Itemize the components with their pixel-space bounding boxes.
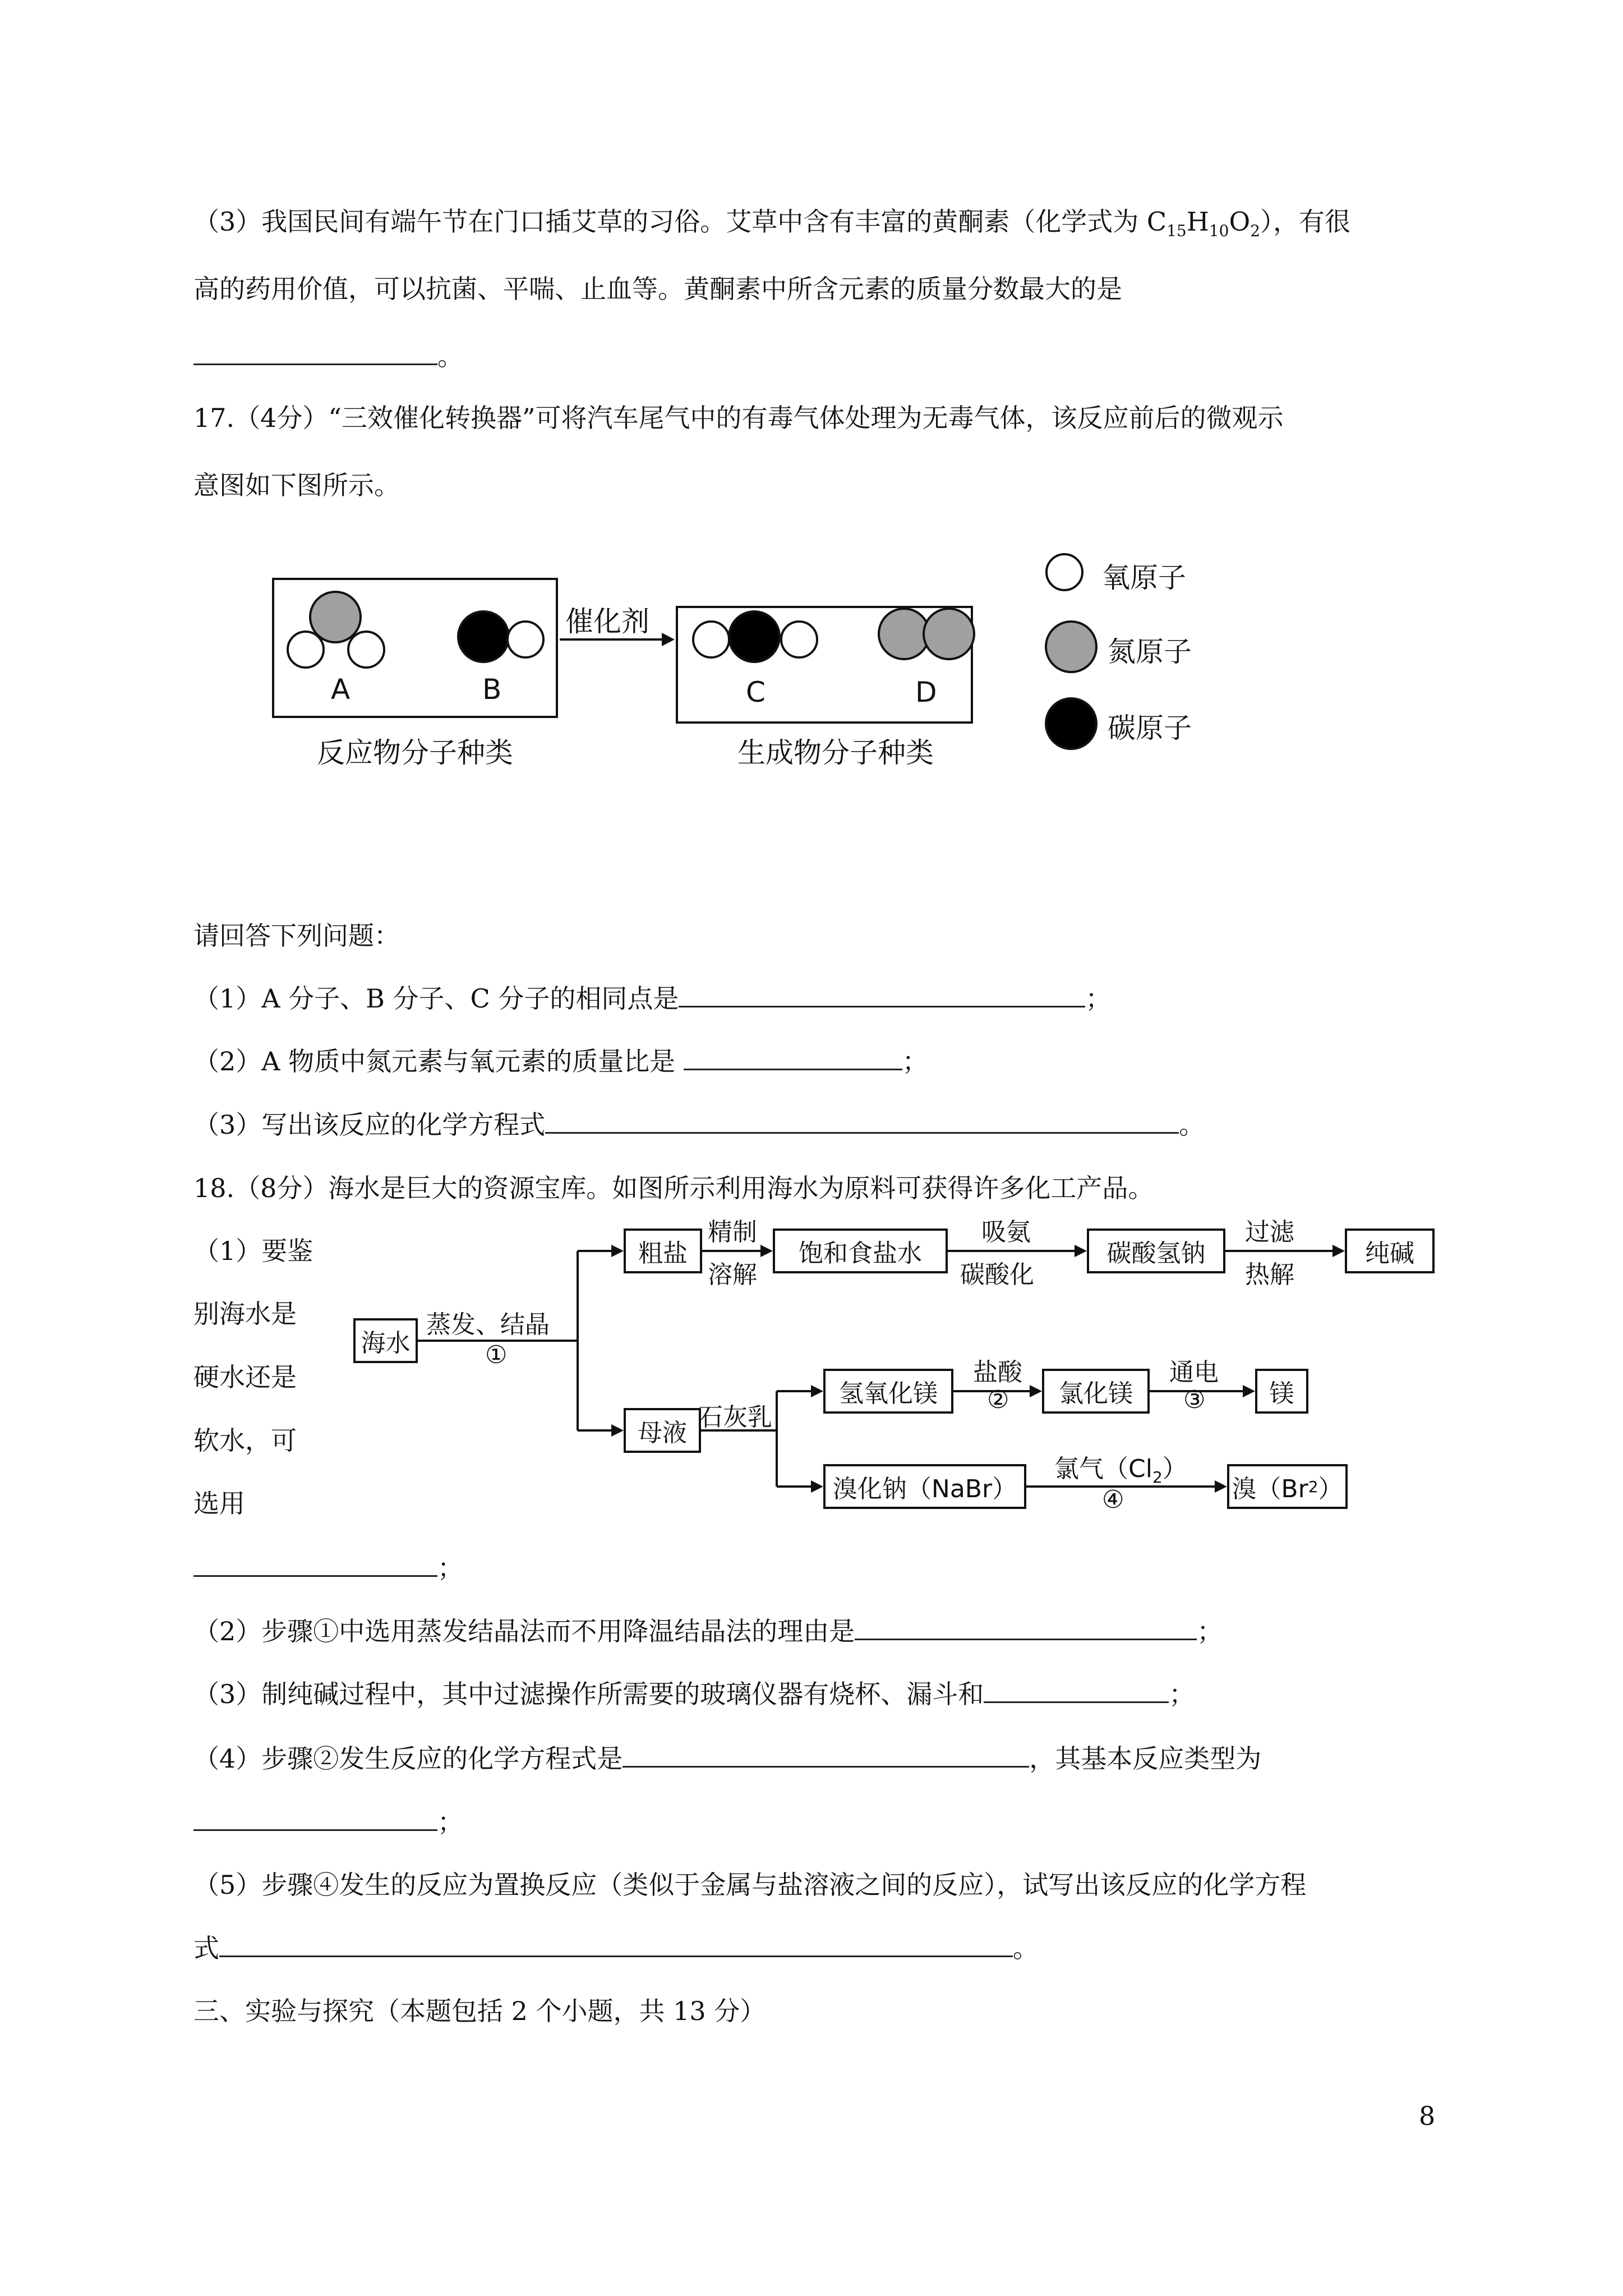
- punctuation: 。: [1013, 1933, 1039, 1963]
- punctuation: 。: [1179, 1110, 1205, 1140]
- q18-p3: [193, 1677, 1195, 1711]
- filter-label: 过滤: [1245, 1218, 1294, 1246]
- punctuation: ；: [437, 1807, 463, 1837]
- pyrolysis-label: 热解: [1245, 1260, 1294, 1289]
- label-c: C: [746, 676, 766, 708]
- answer-blank[interactable]: [684, 1046, 902, 1070]
- bromine-close: ）: [1318, 1475, 1343, 1503]
- absorb-ammonia-label: 吸氨: [981, 1218, 1031, 1246]
- diagram-shapes: [0, 0, 1623, 785]
- q18-p5-line1: （5）步骤④发生的反应为置换反应（类似于金属与盐溶液之间的反应），试写出该反应的化学方程: [193, 1870, 1307, 1900]
- q17-p2-text: （2）A 物质中氮元素与氧元素的质量比是: [193, 1046, 676, 1076]
- legend-oxygen-label: 氧原子: [1102, 562, 1186, 594]
- punctuation: ；: [1197, 1616, 1223, 1646]
- subscript: 10: [1209, 222, 1229, 241]
- q18-p4-mid: ，其基本反应类型为: [1029, 1743, 1262, 1774]
- magnesium-box: 镁: [1255, 1369, 1308, 1414]
- answer-blank[interactable]: [193, 1553, 437, 1577]
- crude-salt-box: 粗盐: [624, 1228, 702, 1273]
- punctuation: ；: [1085, 983, 1112, 1014]
- subscript: 2: [1152, 1467, 1163, 1487]
- answer-blank[interactable]: [545, 1110, 1179, 1134]
- q18-stem: 18.（8分）海水是巨大的资源宝库。如图所示利用海水为原料可获得许多化工产品。: [193, 1173, 1154, 1203]
- oxygen-atom: [693, 622, 729, 657]
- formula-h: H: [1186, 206, 1209, 237]
- step1-number: ①: [485, 1341, 508, 1369]
- q17-p1-text: （1）A 分子、B 分子、C 分子的相同点是: [193, 983, 679, 1014]
- soda-ash-box: 纯碱: [1345, 1228, 1435, 1273]
- legend-carbon-icon: [1046, 698, 1096, 749]
- q18-p4-text: （4）步骤②发生反应的化学方程式是: [193, 1743, 623, 1774]
- chlorine-close: ）: [1162, 1455, 1187, 1483]
- carbon-atom: [458, 611, 509, 662]
- q18-p4: [193, 1742, 1261, 1775]
- formula-o: O: [1229, 206, 1251, 237]
- nabr-box: 溴化钠（NaBr）: [823, 1464, 1026, 1509]
- nitrogen-atom: [879, 609, 929, 659]
- step3-number: ③: [1183, 1386, 1206, 1414]
- mother-liquor-box: 母液: [624, 1408, 701, 1453]
- lime-milk-label: 石灰乳: [698, 1403, 772, 1432]
- step4-number: ④: [1102, 1485, 1124, 1514]
- chlorine-text: 氯气（Cl: [1054, 1455, 1152, 1483]
- oxygen-atom: [288, 632, 324, 668]
- q18-p5-line2: [193, 1931, 1039, 1965]
- legend-carbon-label: 碳原子: [1108, 712, 1192, 744]
- refine-label: 精制: [708, 1218, 757, 1246]
- mgcl2-box: 氯化镁: [1042, 1369, 1150, 1414]
- q17-p3-text: （3）写出该反应的化学方程式: [193, 1110, 546, 1140]
- oxygen-atom: [781, 622, 817, 657]
- q18-p3-text: （3）制纯碱过程中，其中过滤操作所需要的玻璃仪器有烧杯、漏斗和: [193, 1679, 984, 1709]
- mgoh2-box: 氢氧化镁: [823, 1369, 953, 1414]
- oxygen-atom: [508, 622, 543, 657]
- answer-blank[interactable]: [679, 983, 1085, 1007]
- page-number: 8: [1419, 2101, 1436, 2131]
- answer-blank[interactable]: [855, 1616, 1197, 1640]
- label-a: A: [331, 673, 351, 706]
- q18-p1-line: （1）要鉴: [193, 1236, 313, 1266]
- brine-box: 饱和食盐水: [773, 1228, 948, 1273]
- nitrogen-atom: [924, 609, 974, 659]
- answer-blank[interactable]: [219, 1933, 1013, 1957]
- dissolve-label: 溶解: [708, 1260, 757, 1289]
- q16-3-text-a: （3）我国民间有端午节在门口插艾草的习俗。艾草中含有丰富的黄酮素（化学式为 C: [193, 206, 1167, 237]
- legend-nitrogen-icon: [1046, 622, 1096, 672]
- electrolysis-label: 通电: [1169, 1358, 1219, 1387]
- q17-p2: [193, 1045, 928, 1078]
- subscript: 15: [1166, 222, 1187, 241]
- carbonation-label: 碳酸化: [960, 1260, 1034, 1289]
- q17-p1: [193, 982, 1111, 1015]
- q18-p1-answer: [193, 1551, 463, 1585]
- q18-p1-line: 别海水是: [193, 1299, 297, 1329]
- punctuation: ；: [1169, 1679, 1195, 1709]
- punctuation: ；: [902, 1046, 928, 1076]
- nitrogen-atom: [310, 592, 361, 642]
- carbon-atom: [729, 611, 780, 662]
- seawater-box: 海水: [353, 1318, 418, 1363]
- chlorine-label: [1054, 1448, 1187, 1487]
- nahco3-box: 碳酸氢钠: [1087, 1228, 1225, 1273]
- q18-p1-line: 软水，可: [193, 1425, 297, 1456]
- arrow-head-icon: [662, 633, 675, 646]
- punctuation: ；: [437, 1553, 463, 1583]
- q17-stem-line1: 17.（4分）“三效催化转换器”可将汽车尾气中的有毒气体处理为无毒气体，该反应前后的微观示: [193, 403, 1284, 433]
- q17-p3: [193, 1108, 1205, 1142]
- step2-number: ②: [987, 1386, 1009, 1414]
- q18-p5-text: 式: [193, 1933, 219, 1963]
- legend-nitrogen-label: 氮原子: [1108, 636, 1192, 668]
- q17-stem-line2: 意图如下图所示。: [193, 470, 400, 500]
- q16-3-text-b: ），有很: [1260, 206, 1351, 237]
- answer-blank[interactable]: [984, 1679, 1169, 1703]
- q18-p2: [193, 1614, 1223, 1648]
- catalyst-label: 催化剂: [565, 605, 649, 638]
- q18-p2-text: （2）步骤①中选用蒸发结晶法而不用降温结晶法的理由是: [193, 1616, 855, 1646]
- step1-label: 蒸发、结晶: [426, 1310, 550, 1339]
- oxygen-atom: [348, 632, 384, 668]
- products-caption: 生成物分子种类: [737, 737, 934, 769]
- legend-oxygen-icon: [1046, 554, 1082, 590]
- q17-prompt: 请回答下列问题：: [193, 921, 400, 951]
- subscript: 2: [1250, 222, 1261, 241]
- hcl-label: 盐酸: [973, 1358, 1022, 1387]
- section-3-heading: 三、实验与探究（本题包括 2 个小题，共 13 分）: [193, 1996, 766, 2026]
- label-b: B: [482, 673, 502, 706]
- label-d: D: [915, 676, 937, 708]
- punctuation: 。: [437, 341, 463, 371]
- q18-p1-line: 硬水还是: [193, 1362, 297, 1392]
- bromine-box: [1227, 1464, 1348, 1509]
- q16-3-line2: 高的药用价值，可以抗菌、平喘、止血等。黄酮素中所含元素的质量分数最大的是: [193, 274, 1122, 304]
- bromine-text: 溴（Br: [1232, 1475, 1308, 1503]
- reactants-caption: 反应物分子种类: [317, 737, 513, 769]
- q18-p1-line: 选用: [193, 1488, 245, 1519]
- subscript: 2: [1308, 1477, 1318, 1496]
- answer-blank[interactable]: [193, 1807, 437, 1831]
- answer-blank[interactable]: [623, 1743, 1029, 1768]
- q18-p4-answer: [193, 1805, 463, 1839]
